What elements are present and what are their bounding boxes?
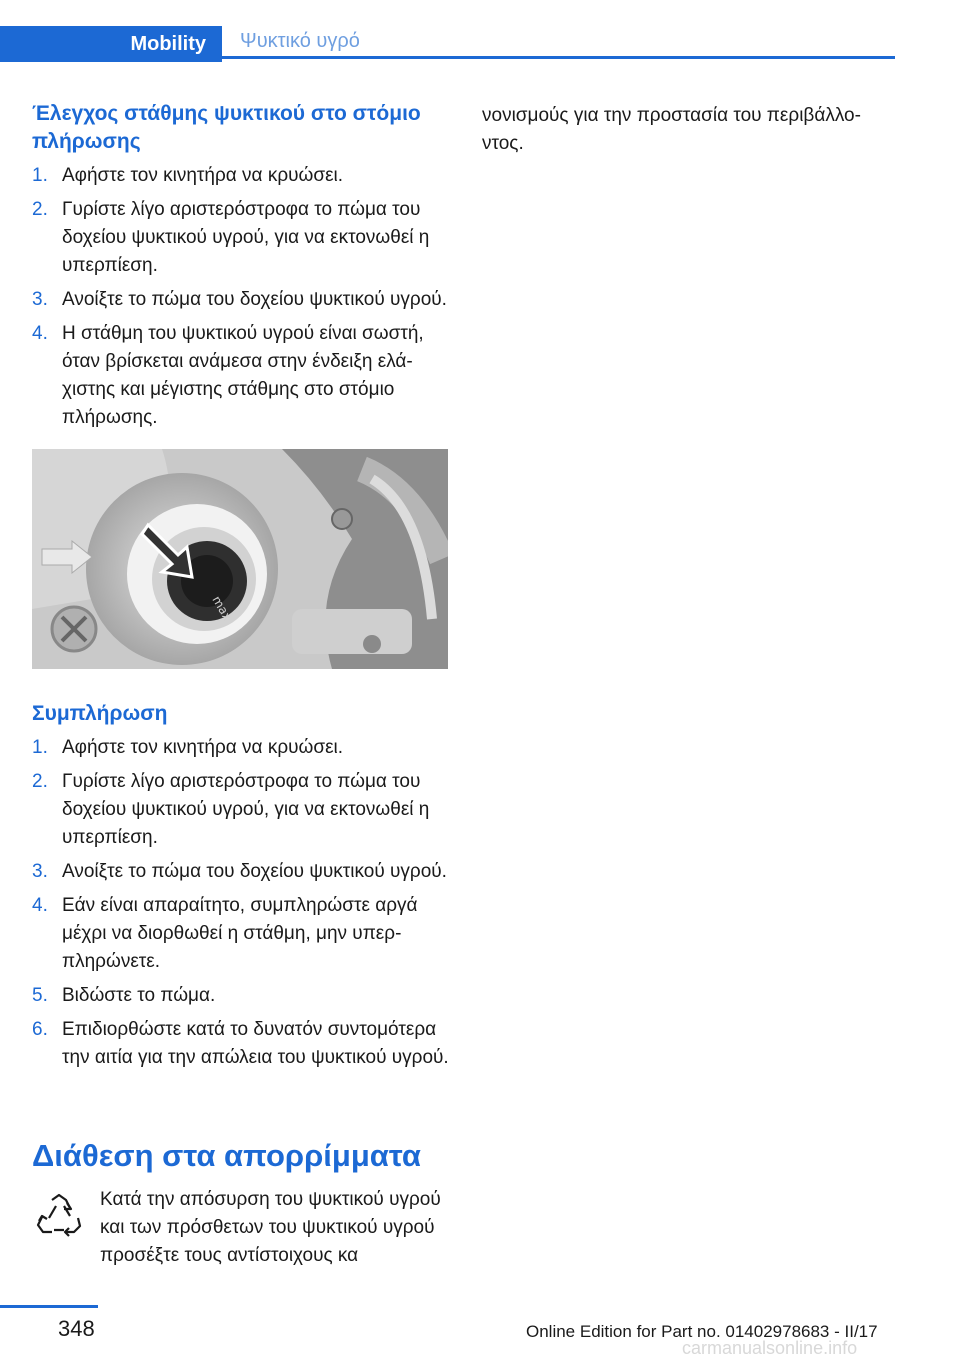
list-item (32, 286, 450, 314)
list-item (32, 162, 450, 190)
step-number: 4. (32, 323, 48, 344)
step-text: Γυρίστε λίγο αριστερόστροφα το πώμα του δοχείου ψυκτικού υγρού, για να εκτονωθεί η υπερπίεση. (62, 771, 430, 848)
disposal-text-continued: νονισμούς για την προστασία του περιβάλλοντος. (482, 105, 861, 154)
section-fill (32, 700, 450, 1078)
cap-max-label: max (209, 593, 235, 624)
step-text: Γυρίστε λίγο αριστερόστροφα το πώμα του δοχείου ψυκτικού υγρού, για να εκτονωθεί η υπερπίεση. (62, 199, 430, 276)
step-text: Βιδώστε το πώμα. (62, 985, 216, 1006)
step-text: Η στάθμη του ψυκτικού υγρού είναι σωστή, όταν βρίσκεται ανάμεσα στην ένδειξη ελάχιστης και μέγιστης στάθμης στο στόμιο πλήρωσης. (62, 323, 424, 428)
list-item (32, 1016, 450, 1072)
disposal-title: Διάθεση στα απορρίμματα (32, 1138, 421, 1173)
list-item (32, 196, 450, 280)
tab-mobility: Mobility (0, 26, 222, 62)
list-item (32, 858, 450, 886)
tab-coolant: Ψυκτικό υγρό (222, 26, 895, 59)
page-header (0, 0, 895, 62)
step-number: 3. (32, 289, 48, 310)
step-text: Ανοίξτε το πώμα του δοχείου ψυκτικού υγρού. (62, 861, 447, 882)
step-number: 3. (32, 861, 48, 882)
page-number: 348 (58, 1316, 95, 1341)
list-item (32, 892, 450, 976)
recycle-icon (34, 1192, 84, 1242)
step-number: 6. (32, 1019, 48, 1040)
step-number: 2. (32, 199, 48, 220)
list-item (32, 320, 450, 432)
disposal-text: Κατά την απόσυρση του ψυκτικού υγρού και των πρόσθετων του ψυκτικού υγρού προσέξτε τους αντίστοιχους κα (100, 1189, 441, 1266)
section-title-fill: Συμπλήρωση (32, 702, 168, 725)
fill-steps-list (32, 734, 450, 1072)
check-steps-list (32, 162, 450, 432)
step-number: 2. (32, 771, 48, 792)
coolant-filler-photo (32, 449, 448, 669)
watermark: carmanualsonline.info (682, 1338, 858, 1358)
section-check-level (32, 100, 450, 438)
step-number: 1. (32, 737, 48, 758)
step-text: Επιδιορθώστε κατά το δυνατόν συντομότερα την αιτία για την απώλεια του ψυκτικού υγρού. (62, 1019, 449, 1068)
step-number: 1. (32, 165, 48, 186)
list-item (32, 982, 450, 1010)
engine-bay-illustration (32, 449, 448, 669)
list-item (32, 734, 450, 762)
section-title-check: Έλεγχος στάθμης ψυκτικού στο στόμιο πλήρωσης (32, 102, 421, 153)
step-text: Αφήστε τον κινητήρα να κρυώσει. (62, 737, 344, 758)
step-number: 5. (32, 985, 48, 1006)
list-item (32, 768, 450, 852)
step-number: 4. (32, 895, 48, 916)
step-text: Ανοίξτε το πώμα του δοχείου ψυκτικού υγρού. (62, 289, 447, 310)
footer-rule (0, 1305, 98, 1308)
step-text: Εάν είναι απαραίτητο, συμπληρώστε αργά μέχρι να διορθωθεί η στάθμη, μην υπερπληρώνετε. (62, 895, 418, 972)
step-text: Αφήστε τον κινητήρα να κρυώσει. (62, 165, 344, 186)
edition-text: Online Edition for Part no. 01402978683 - II/17 (526, 1322, 878, 1341)
